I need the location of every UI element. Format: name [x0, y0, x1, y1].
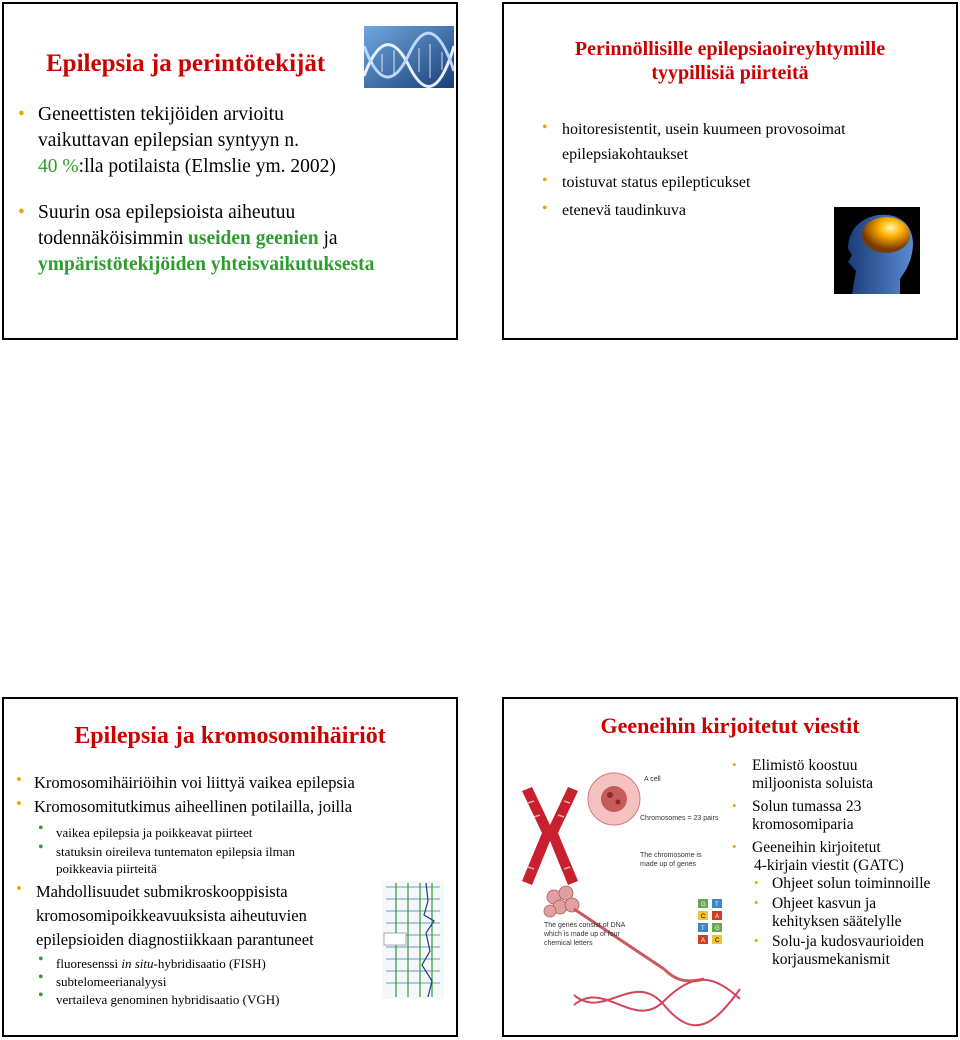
bullet-text-line: Kromosomihäiriöihin voi liittyä vaikea epilepsia [34, 773, 355, 792]
sub-bullet-text: Ohjeet kasvun ja [772, 895, 877, 912]
sub-bullet-text: kehityksen säätelylle [772, 913, 902, 930]
slide-kromosomihairiot [2, 697, 458, 1037]
bullet-text-line: Suurin osa epilepsioista aiheutuu [38, 202, 296, 223]
chromosome-icon [522, 787, 578, 885]
base-letter: T [701, 926, 705, 932]
sub-bullet-item [16, 969, 355, 991]
bullet-item [732, 757, 930, 793]
genes-highlight: useiden geenien [188, 228, 319, 249]
bullet-dot: • [732, 757, 737, 772]
sub-bullet-text: vaikea epilepsia ja poikkeavat piirteet [56, 825, 253, 840]
slide-epilepsia-perintotekijat [2, 2, 458, 340]
bullet-text-line: miljoonista soluista [752, 775, 873, 792]
bullet-dot: • [754, 933, 759, 948]
bullet-text-line: Elimistö koostuu [752, 757, 858, 774]
cell-label: A cell [644, 776, 661, 783]
bullet-text-line: epilepsioiden diagnostiikkaan parantuneet [36, 930, 314, 949]
bullet-text-line [38, 226, 374, 252]
sub-bullet-text: poikkeavia piirteitä [56, 861, 157, 876]
sub-bullet-dot: • [38, 987, 44, 1004]
base-letter: C [701, 914, 706, 920]
bullet-dot: • [542, 172, 548, 189]
bullet-text-line: kromosomipoikkeavuuksista aiheutuvien [36, 906, 307, 925]
base-letter: G [715, 926, 720, 932]
cell-to-dna-diagram [514, 769, 744, 1031]
bullet-dot: • [542, 119, 548, 136]
bullet-dot: • [732, 798, 737, 813]
bullet-text-line: vaikuttavan epilepsian syntyyn n. [38, 130, 300, 151]
environment-highlight: ympäristötekijöiden yhteisvaikutuksesta [38, 254, 375, 275]
bullet-text-line: etenevä taudinkuva [562, 202, 686, 219]
sub-bullet-text: Ohjeet solun toiminnoille [772, 875, 931, 892]
bullet-dot: • [754, 875, 759, 890]
slide-geeneihin-kirjoitetut-viestit [502, 697, 958, 1037]
bullet-list [542, 117, 846, 223]
base-letter: A [715, 914, 720, 920]
bullet-text-line: 4-kirjain viestit (GATC) [754, 857, 904, 874]
bullet-text-line: toistuvat status epilepticukset [562, 174, 751, 191]
sub-bullet-dot: • [38, 820, 44, 837]
sub-bullet-item [732, 895, 930, 931]
percent-highlight: 40 % [38, 156, 79, 177]
bullet-text-line: epilepsiakohtaukset [562, 146, 689, 163]
sub-bullet-item [16, 820, 355, 841]
sub-bullet-item [16, 987, 355, 1009]
bullet-item [542, 198, 846, 223]
genes-label-2: which is made up of four [544, 931, 620, 938]
sub-bullet-dot: • [38, 951, 44, 968]
sub-bullet-dot: • [38, 839, 44, 856]
bullet-text-line: Mahdollisuudet submikroskooppisista [36, 882, 288, 901]
sub-bullet-text: korjausmekanismit [772, 951, 890, 968]
bullet-item [732, 798, 930, 834]
base-letter: T [715, 902, 719, 908]
sub-bullet-text: statuksin oireileva tuntematon epilepsia ilman [56, 844, 295, 859]
bullet-text-line [38, 154, 336, 180]
bullet-dot: • [16, 879, 22, 898]
title-line: tyypillisiä piirteitä [651, 62, 809, 84]
slide-perinnolliset-piirteet [502, 2, 958, 340]
slide-title: Geeneihin kirjoitetut viestit [600, 713, 860, 738]
sub-bullet-item [732, 933, 930, 969]
bullet-text-line: kromosomiparia [752, 816, 854, 833]
sub-bullet-text [56, 955, 355, 973]
bullet-multifactor [18, 200, 374, 278]
sub-bullet-dot: • [38, 969, 44, 986]
bullet-text-line: Kromosomitutkimus aiheellinen potilailla, joilla [34, 797, 353, 816]
sub-bullet-text: vertaileva genominen hybridisaatio (VGH) [56, 992, 280, 1007]
slide-title: Epilepsia ja perintötekijät [46, 50, 326, 77]
bullet-dot: • [16, 794, 22, 813]
slide-title: Epilepsia ja kromosomihäiriöt [74, 723, 386, 749]
genome-array-image [382, 881, 444, 999]
bullet-item [542, 117, 846, 167]
sub-bullet-item [16, 839, 355, 877]
text-part: fluoresenssi [56, 956, 122, 971]
base-letter: G [701, 902, 706, 908]
bullet-text-rest: :lla potilaista (Elmslie ym. 2002) [78, 156, 336, 177]
title-line: Perinnöllisille epilepsiaoireyhtymille [574, 38, 886, 60]
bullet-text-line: Geeneihin kirjoitetut [752, 839, 881, 856]
dna-helix-image [364, 26, 454, 88]
sub-bullet-text: subtelomeerianalyysi [56, 974, 167, 989]
bullet-text-line: Solun tumassa 23 [752, 798, 862, 815]
chromosome-made-label-2: made up of genes [640, 861, 697, 868]
sub-bullet-item [732, 875, 930, 893]
chromosome-made-label-1: The chromosome is [640, 852, 702, 859]
glowing-head-image [834, 207, 920, 294]
text-part: -hybridisaatio (FISH) [153, 956, 266, 971]
base-letter: C [715, 938, 720, 944]
genes-label-3: chemical letters [544, 940, 593, 947]
bullet-list [16, 771, 355, 1009]
bullet-dot: • [542, 200, 548, 217]
cell-icon [588, 773, 640, 825]
bullet-text-line: hoitoresistentit, usein kuumeen provosoimat [562, 121, 846, 138]
sub-bullet-text: Solu-ja kudosvaurioiden [772, 933, 924, 950]
bullet-item [16, 795, 355, 819]
bullet-dot: • [754, 895, 759, 910]
bullet-dot: • [18, 104, 25, 125]
sub-bullet-item [16, 951, 355, 973]
base-letter: A [701, 938, 706, 944]
base-pair-ladder [698, 899, 722, 944]
bullet-list [732, 757, 930, 969]
chromosomes-label: Chromosomes = 23 pairs [640, 815, 719, 822]
bullet-dot: • [16, 770, 22, 789]
bullet-dot: • [18, 202, 25, 223]
chromatin-coil-icon [544, 886, 579, 917]
text-part: todennäköisimmin [38, 228, 189, 249]
bullet-genetic-factors [18, 102, 336, 180]
bullet-item [542, 170, 846, 195]
dna-double-helix-icon [574, 980, 740, 1026]
bullet-item [16, 771, 355, 795]
bullet-item [732, 839, 930, 875]
text-part: ja [318, 228, 338, 249]
genes-label-1: The genes consist of DNA [544, 922, 626, 929]
bullet-text-line: Geneettisten tekijöiden arvioitu [38, 104, 284, 125]
bullet-dot: • [732, 839, 737, 854]
slide-title [504, 37, 956, 85]
bullet-item [16, 880, 355, 952]
italic-text: in situ [121, 956, 154, 971]
